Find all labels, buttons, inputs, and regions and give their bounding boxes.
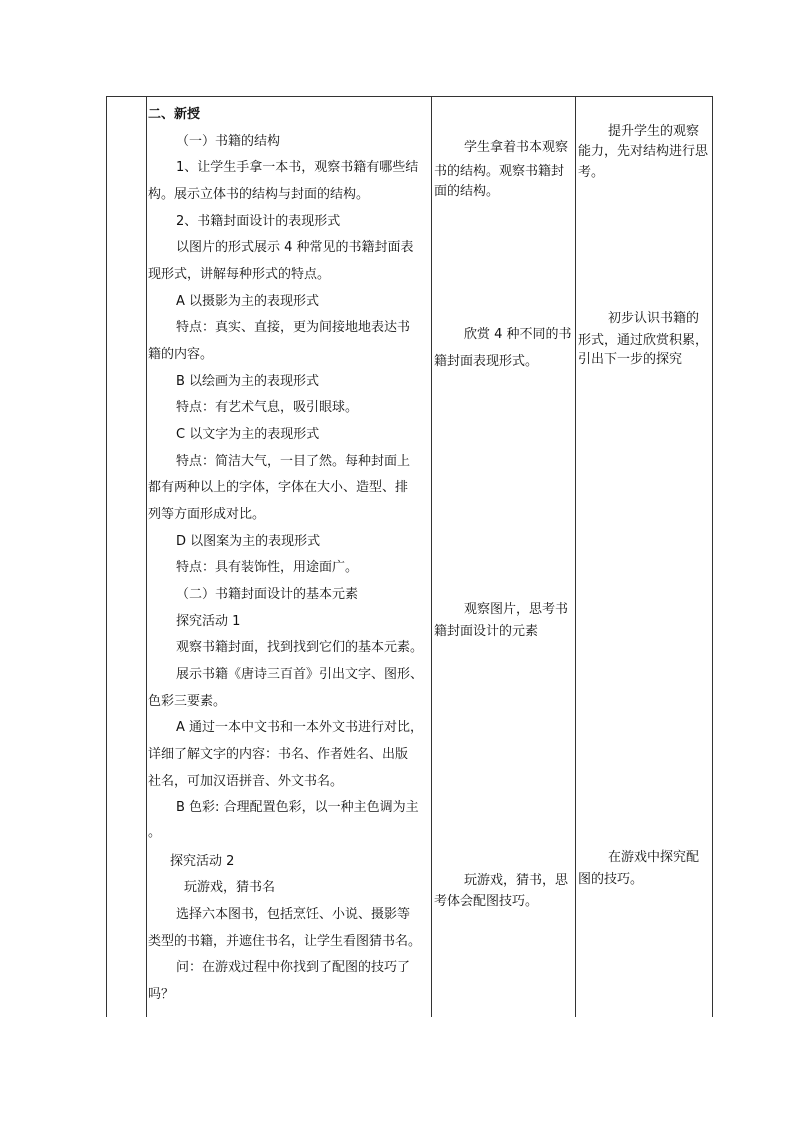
content-line: 构。展示立体书的结构与封面的结构。 bbox=[148, 187, 370, 202]
content-line: 色彩三要素。 bbox=[148, 694, 227, 709]
student-line: 面的结构。 bbox=[434, 184, 500, 199]
content-line: 籍的内容。 bbox=[148, 347, 214, 362]
content-line: 都有两种以上的字体，字体在大小、造型、排 bbox=[148, 480, 409, 495]
content-line: D 以图案为主的表现形式 bbox=[176, 534, 321, 549]
content-line: 现形式，讲解每种形式的特点。 bbox=[148, 267, 331, 282]
content-line: 展示书籍《唐诗三百首》引出文字、图形、 bbox=[176, 667, 424, 682]
student-line: 籍封面设计的元素 bbox=[434, 624, 539, 639]
table-left-border bbox=[106, 97, 107, 1017]
content-line: 探究活动 2 bbox=[170, 854, 235, 869]
intent-line: 能力，先对结构进行思 bbox=[578, 144, 709, 159]
content-line: 详细了解文字的内容：书名、作者姓名、出版 bbox=[148, 747, 409, 762]
student-activity-column bbox=[432, 97, 576, 1017]
content-line: 问：在游戏过程中你找到了配图的技巧了 bbox=[176, 960, 411, 975]
content-line: 列等方面形成对比。 bbox=[148, 507, 266, 522]
content-line: A 通过一本中文书和一本外文书进行对比， bbox=[176, 720, 424, 735]
content-line: B 以绘画为主的表现形式 bbox=[176, 374, 320, 389]
student-line: 玩游戏，猜书，思 bbox=[464, 873, 569, 888]
content-line: 探究活动 1 bbox=[176, 614, 241, 629]
student-line: 观察图片，思考书 bbox=[464, 602, 569, 617]
intent-line: 引出下一步的探究 bbox=[578, 352, 683, 367]
content-line: 玩游戏，猜书名 bbox=[184, 880, 276, 895]
subsection-heading: （二）书籍封面设计的基本元素 bbox=[176, 587, 359, 602]
lesson-plan-table bbox=[106, 96, 713, 1017]
content-line: 特点：真实、直接，更为间接地地表达书 bbox=[176, 320, 411, 335]
student-line: 书的结构。观察书籍封 bbox=[434, 164, 565, 179]
subsection-heading: （一）书籍的结构 bbox=[176, 134, 281, 149]
intent-line: 形式，通过欣赏积累， bbox=[578, 333, 709, 348]
content-line: 以图片的形式展示 4 种常见的书籍封面表 bbox=[176, 240, 414, 255]
teaching-content-column bbox=[146, 97, 432, 1017]
content-line: 特点：具有装饰性，用途面广。 bbox=[176, 560, 359, 575]
content-line: 观察书籍封面，找到找到它们的基本元素。 bbox=[176, 640, 424, 655]
content-line: C 以文字为主的表现形式 bbox=[176, 427, 320, 442]
content-line: 1、让学生手拿一本书，观察书籍有哪些结 bbox=[176, 160, 419, 175]
content-line: 社名，可加汉语拼音、外文书名。 bbox=[148, 774, 344, 789]
content-line: 吗？ bbox=[148, 987, 175, 1002]
content-line: A 以摄影为主的表现形式 bbox=[176, 294, 320, 309]
intent-line: 提升学生的观察 bbox=[608, 124, 700, 139]
intent-line: 图的技巧。 bbox=[578, 872, 644, 887]
student-line: 籍封面表现形式。 bbox=[434, 354, 539, 369]
content-line: B 色彩: 合理配置色彩，以一种主色调为主 bbox=[176, 800, 419, 815]
intent-line: 在游戏中探究配 bbox=[608, 850, 700, 865]
content-line: 。 bbox=[148, 825, 162, 840]
student-line: 欣赏 4 种不同的书 bbox=[464, 327, 572, 342]
content-line: 选择六本图书，包括烹饪、小说、摄影等 bbox=[176, 907, 411, 922]
student-line: 学生拿着书本观察 bbox=[464, 140, 569, 155]
intent-line: 考。 bbox=[578, 165, 605, 180]
content-line: 特点：简洁大气，一目了然。每种封面上 bbox=[176, 454, 411, 469]
intent-line: 初步认识书籍的 bbox=[608, 311, 700, 326]
content-line: 特点：有艺术气息，吸引眼球。 bbox=[176, 400, 359, 415]
student-line: 考体会配图技巧。 bbox=[434, 894, 539, 909]
content-line: 类型的书籍，并遮住书名，让学生看图猜书名。 bbox=[148, 934, 422, 949]
design-intent-column bbox=[576, 97, 712, 1017]
content-line: 2、书籍封面设计的表现形式 bbox=[176, 214, 341, 229]
section-heading: 二、新授 bbox=[148, 107, 201, 122]
